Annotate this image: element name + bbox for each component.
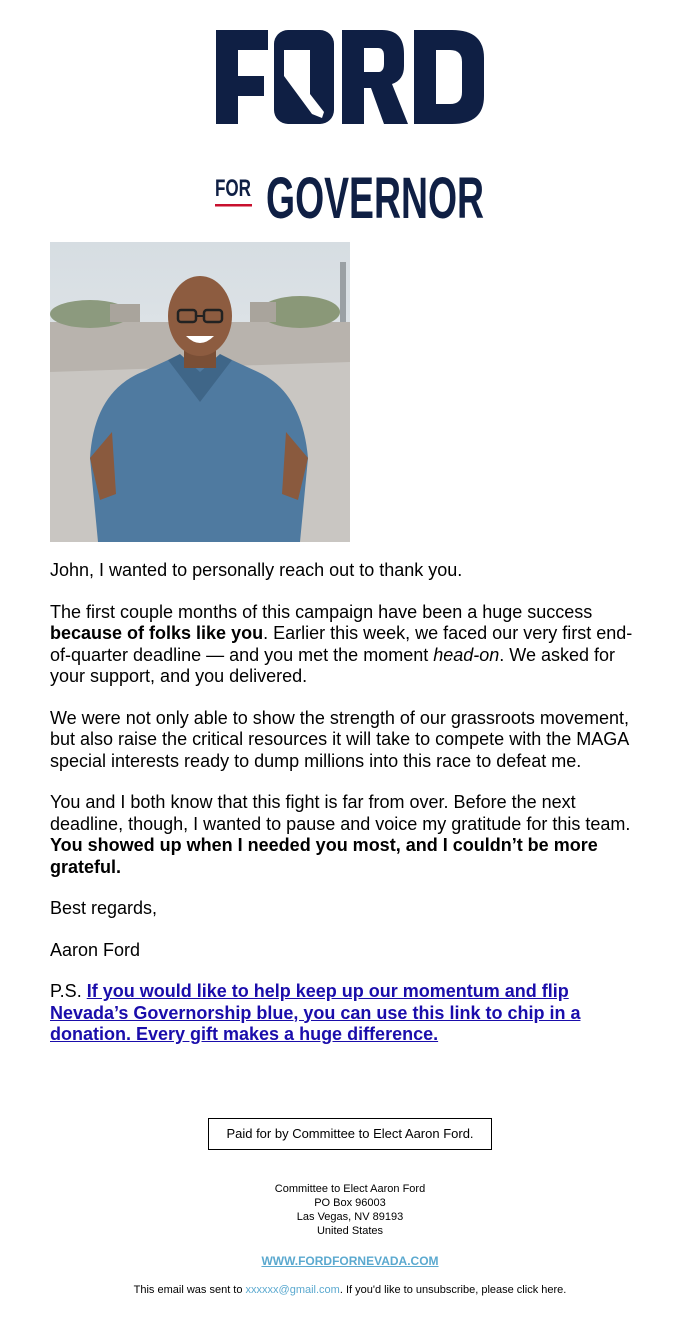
paid-for-disclaimer: Paid for by Committee to Elect Aaron Ford. — [208, 1118, 492, 1150]
paragraph-campaign-success: The first couple months of this campaign have been a huge success because of folks like you. Earlier this week, we faced our very first end-of-quarter deadline — and you met the moment head-on. We asked for your support, and you delivered. — [50, 601, 633, 686]
sign-off: Best regards, — [50, 898, 158, 918]
website-link-container — [0, 1254, 700, 1268]
unsubscribe-text[interactable]: . If you'd like to unsubscribe, please click here. — [339, 1284, 567, 1296]
website-link[interactable]: WWW.FORDFORNEVADA.COM — [261, 1254, 439, 1268]
address-line: Las Vegas, NV 89193 — [296, 1211, 404, 1223]
address-line: Committee to Elect Aaron Ford — [274, 1183, 426, 1195]
postscript: P.S. If you would like to help keep up our momentum and flip Nevada’s Governorship blue, you can use this link to chip in a donation. Every gift makes a huge difference. — [50, 981, 581, 1044]
email-body — [50, 560, 650, 1066]
footer-sent-to: This email was sent to xxxxxx@gmail.com. If you'd like to unsubscribe, please click here. — [133, 1284, 567, 1296]
ford-for-governor-logo — [214, 28, 486, 231]
logo-for-text: FOR — [215, 175, 251, 202]
greeting-paragraph: John, I wanted to personally reach out to thank you. — [50, 560, 463, 580]
address-line: United States — [316, 1225, 384, 1237]
paragraph-gratitude: You and I both know that this fight is far from over. Before the next deadline, though, I wanted to pause and voice my gratitude for this team. You showed up when I needed you most, and I couldn’t be more grateful. — [50, 792, 631, 877]
recipient-email-link[interactable]: xxxxxx@gmail.com — [245, 1284, 340, 1296]
candidate-portrait-icon — [50, 242, 350, 542]
logo-governor-text: GOVERNOR — [266, 166, 484, 231]
address-line: PO Box 96003 — [314, 1197, 386, 1209]
paragraph-grassroots: We were not only able to show the strength of our grassroots movement, but also raise the critical resources it will take to compete with the MAGA special interests ready to dump millions into this race to defeat me. — [50, 707, 629, 771]
mailing-address — [0, 1182, 700, 1238]
signature-name: Aaron Ford — [50, 939, 141, 960]
donation-link[interactable]: If you would like to help keep up our momentum and flip Nevada’s Governorship blue, you can use this link to chip in a donation. Every gift makes a huge difference. — [50, 981, 581, 1044]
